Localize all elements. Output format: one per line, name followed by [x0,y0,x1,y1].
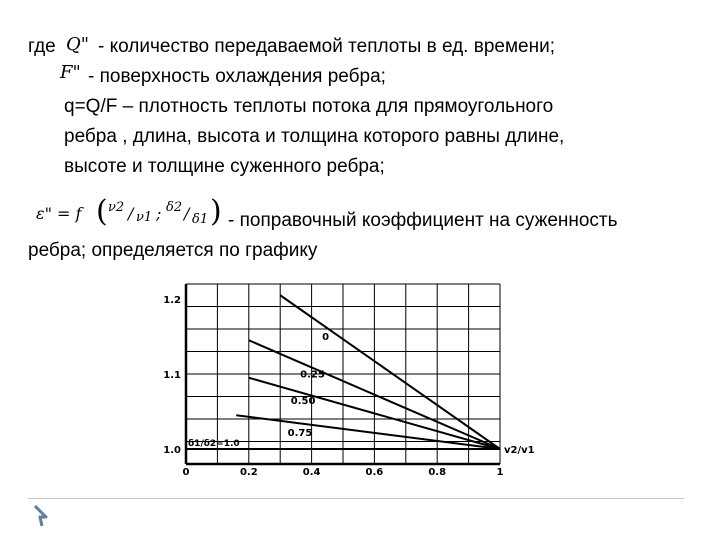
x-tick-label: 0.8 [428,467,447,478]
x-axis-label: v2/v1 [504,445,535,456]
chart-grid [186,284,500,464]
x-tick-label: 0.6 [365,467,384,478]
x-tick-label: 0.4 [302,467,321,478]
semicolon: ; [156,204,162,223]
chart-labels [163,295,534,478]
series-label: 0.25 [300,369,325,381]
series-label: 0.75 [287,428,313,440]
x-tick-label: 0.2 [239,467,258,478]
f-symbol: F" [60,62,81,83]
density-line-2: ребра , длина, высота и толщина которого равны длине, [64,126,565,147]
f-description: - поверхность охлаждения ребра; [88,66,386,87]
next-arrow-icon[interactable] [32,504,52,528]
close-paren: ) [210,194,222,229]
series-label: 0 [322,332,330,343]
v2-symbol: ν2 [108,200,125,215]
baseline-label: δ1/δ2=1.0 [188,439,240,449]
d1-symbol: δ1 [192,212,209,227]
y-tick-label: 1.0 [163,445,181,456]
epsilon-formula [36,196,224,236]
q-symbol: Q" [66,34,90,55]
d2-symbol: δ2 [166,200,183,215]
x-tick-label: 0 [182,467,190,478]
coef-description-2: ребра; определяется по графику [28,240,318,261]
slash-2: / [184,204,190,223]
slide-separator [28,498,684,499]
epsilon-lhs: ε" = f [36,204,82,223]
slash-1: / [128,204,134,223]
x-tick-label: 1 [496,467,504,478]
series-label: 0.50 [290,396,316,408]
correction-chart [150,278,535,478]
where-word: где [28,36,56,57]
v1-symbol: ν1 [136,210,153,225]
open-paren: ( [96,194,108,229]
density-line-1: q=Q/F – плотность теплоты потока для прямоугольного [64,96,554,117]
coef-description: - поправочный коэффициент на суженность [228,210,618,231]
y-tick-label: 1.2 [163,295,181,306]
density-line-3: высоте и толщине суженного ребра; [64,156,385,177]
y-tick-label: 1.1 [163,370,181,381]
q-description: - количество передаваемой теплоты в ед. времени; [98,36,555,57]
